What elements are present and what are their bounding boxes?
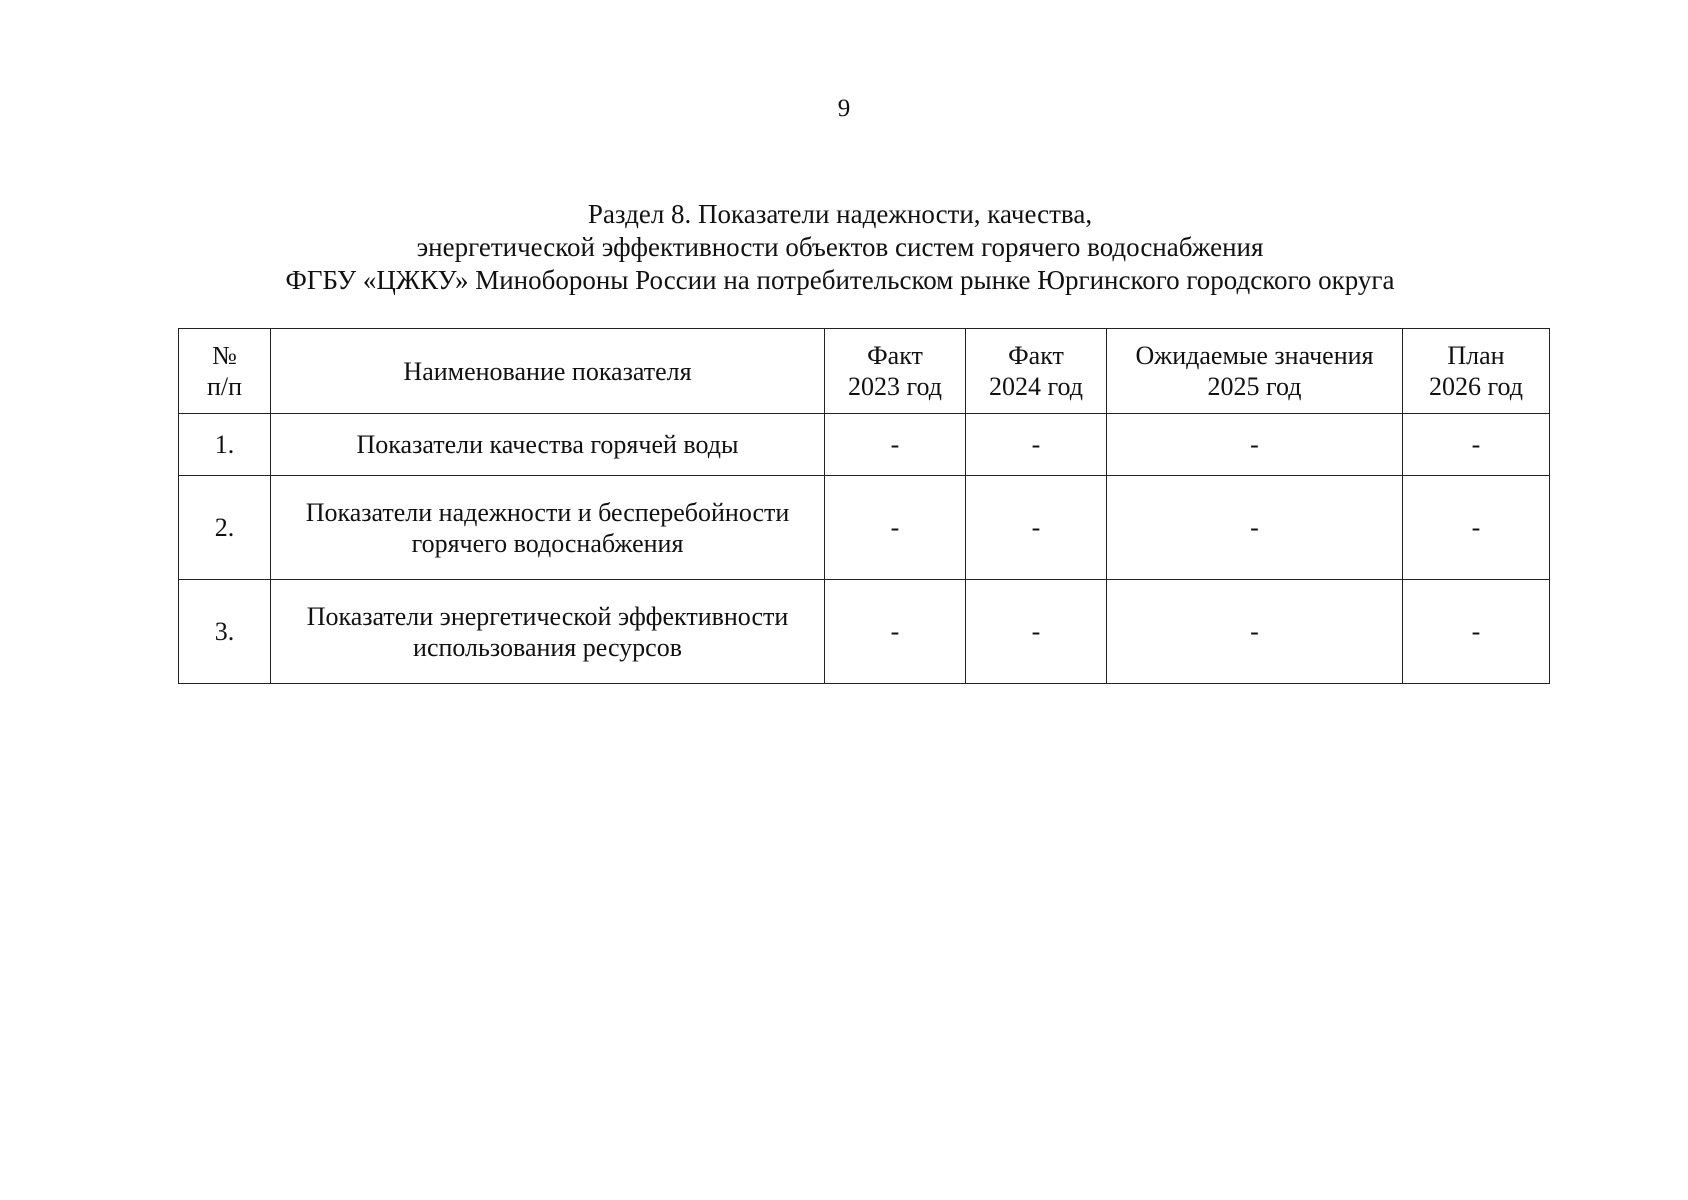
section-heading-line-1: Раздел 8. Показатели надежности, качества, [587, 199, 1093, 229]
row-number: 1. [179, 414, 271, 476]
header-fact-2023: Факт 2023 год [825, 329, 966, 414]
header-fact-2024: Факт 2024 год [966, 329, 1107, 414]
row-indicator-name: Показатели качества горячей воды [271, 414, 825, 476]
row-indicator-name: Показатели энергетической эффективности использования ресурсов [271, 580, 825, 684]
row-number: 3. [179, 580, 271, 684]
row-expected-2025: - [1107, 580, 1403, 684]
row-plan-2026: - [1403, 476, 1550, 580]
row-expected-2025: - [1107, 476, 1403, 580]
header-number: № п/п [179, 329, 271, 414]
row-indicator-name: Показатели надежности и бесперебойности горячего водоснабжения [271, 476, 825, 580]
row-fact-2024: - [966, 580, 1107, 684]
section-heading-line-2: энергетической эффективности объектов систем горячего водоснабжения [416, 232, 1264, 262]
row-fact-2023: - [825, 580, 966, 684]
page-number: 9 [837, 95, 851, 122]
row-plan-2026: - [1403, 414, 1550, 476]
row-fact-2023: - [825, 414, 966, 476]
section-heading [180, 198, 1500, 297]
header-row [179, 329, 1550, 414]
section-heading-line-3: ФГБУ «ЦЖКУ» Минобороны России на потребительском рынке Юргинского городского округа [285, 265, 1395, 295]
table-row [179, 414, 1550, 476]
row-fact-2024: - [966, 414, 1107, 476]
header-plan-2026: План 2026 год [1403, 329, 1550, 414]
table-row [179, 580, 1550, 684]
table-body [179, 414, 1550, 684]
row-fact-2023: - [825, 476, 966, 580]
table-header [179, 329, 1550, 414]
row-number: 2. [179, 476, 271, 580]
table-row [179, 476, 1550, 580]
row-plan-2026: - [1403, 580, 1550, 684]
header-indicator-name: Наименование показателя [271, 329, 825, 414]
row-expected-2025: - [1107, 414, 1403, 476]
header-expected-2025: Ожидаемые значения 2025 год [1107, 329, 1403, 414]
row-fact-2024: - [966, 476, 1107, 580]
indicators-table [178, 328, 1550, 684]
